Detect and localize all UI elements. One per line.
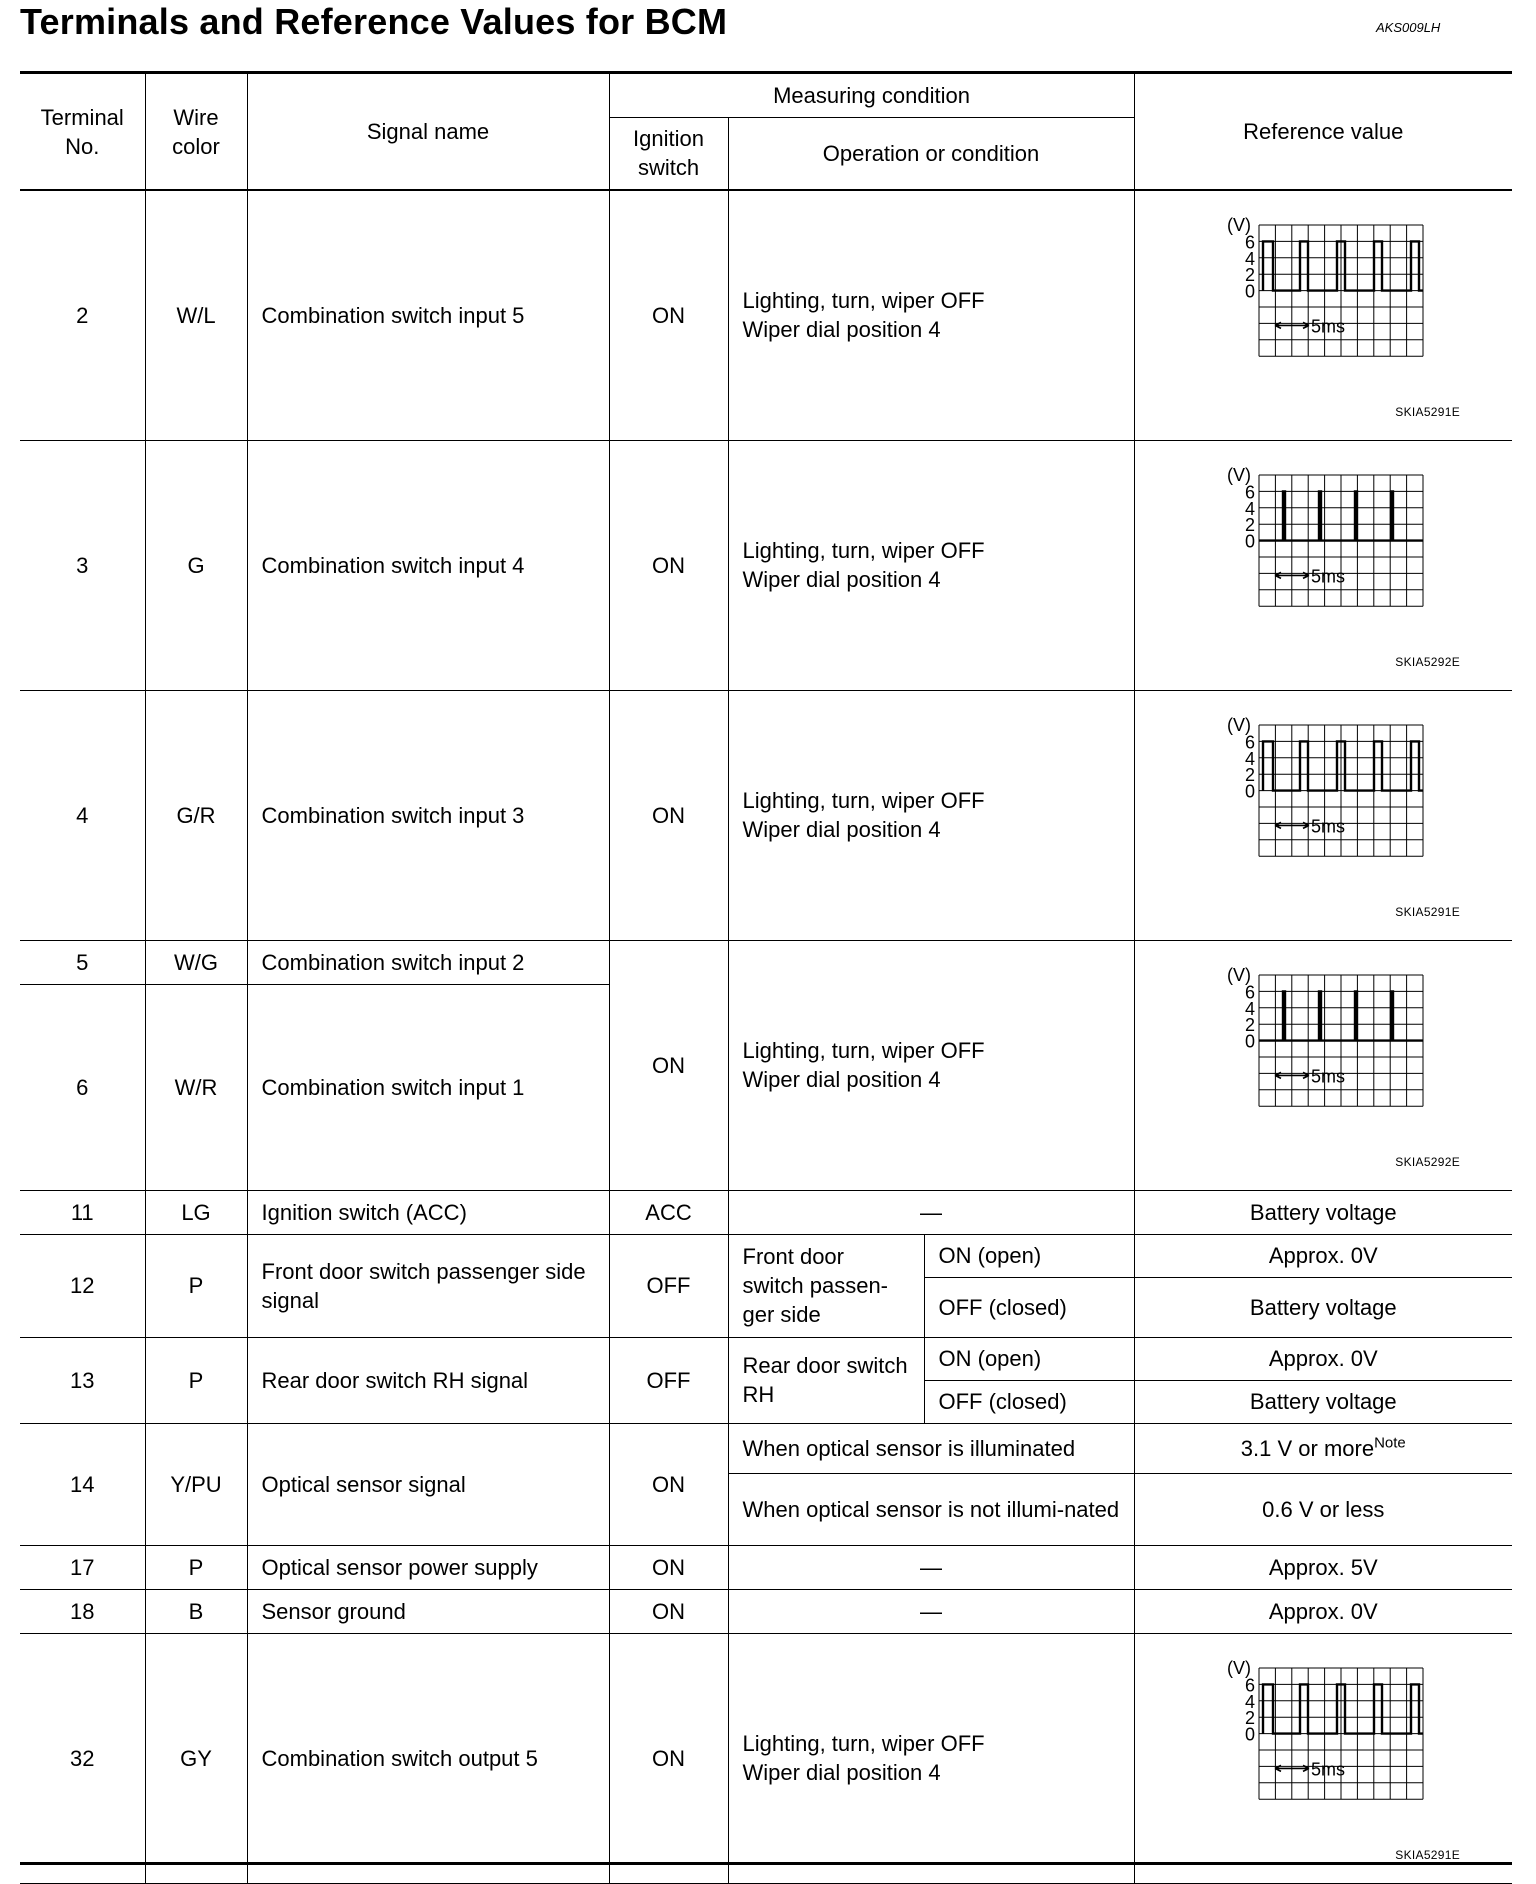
waveform-tick-label: 0 bbox=[1244, 1724, 1255, 1745]
table-row bbox=[20, 1589, 1512, 1633]
reference-value: Battery voltage bbox=[1134, 1380, 1512, 1423]
ignition-switch: ACC bbox=[609, 1190, 728, 1234]
ignition-switch: ON bbox=[609, 690, 728, 940]
terminal-no: 6 bbox=[20, 984, 145, 1190]
table-row bbox=[20, 1190, 1512, 1234]
signal-name: Rear door switch RH signal bbox=[247, 1337, 609, 1423]
table-row bbox=[20, 1337, 1512, 1380]
waveform-time-label: 5ms bbox=[1310, 1759, 1345, 1780]
wire-color: B bbox=[145, 1589, 247, 1633]
signal-name: Front door switch passenger side signal bbox=[247, 1234, 609, 1337]
signal-name: Combination switch input 2 bbox=[247, 940, 609, 984]
waveform-signal bbox=[1263, 1684, 1423, 1733]
wire-color: Y/PU bbox=[145, 1423, 247, 1545]
waveform-tick-label: 0 bbox=[1244, 531, 1255, 552]
ignition-switch: OFF bbox=[609, 1234, 728, 1337]
waveform-tick-label: 2 bbox=[1244, 1708, 1255, 1729]
terminal-no: 13 bbox=[20, 1337, 145, 1423]
signal-name: Ignition switch (ACC) bbox=[247, 1190, 609, 1234]
signal-name: Combination switch input 4 bbox=[247, 440, 609, 690]
reference-value: Battery voltage bbox=[1134, 1190, 1512, 1234]
waveform-tick-label: 6 bbox=[1244, 232, 1255, 253]
wire-color: GY bbox=[145, 1633, 247, 1883]
waveform-graph bbox=[1213, 1656, 1473, 1856]
waveform-tick-label: 2 bbox=[1244, 765, 1255, 786]
wire-color: P bbox=[145, 1234, 247, 1337]
condition-line: Lighting, turn, wiper OFF bbox=[742, 288, 985, 314]
header-ignition-switch: Ignition switch bbox=[609, 117, 728, 190]
waveform-tick-label: 2 bbox=[1244, 1015, 1255, 1036]
waveform-time-label: 5ms bbox=[1310, 566, 1345, 587]
ignition-switch: ON bbox=[609, 190, 728, 440]
operation-condition bbox=[728, 190, 1134, 440]
waveform-signal bbox=[1263, 242, 1423, 291]
waveform-unit-label: (V) bbox=[1226, 215, 1251, 236]
waveform-tick-label: 2 bbox=[1244, 265, 1255, 286]
signal-name: Combination switch input 3 bbox=[247, 690, 609, 940]
waveform-time-label: 5ms bbox=[1310, 1066, 1345, 1087]
table-row bbox=[20, 1633, 1512, 1883]
signal-name: Combination switch input 5 bbox=[247, 190, 609, 440]
terminal-no: 32 bbox=[20, 1633, 145, 1883]
ignition-switch: ON bbox=[609, 940, 728, 1190]
operation-condition bbox=[728, 440, 1134, 690]
header-wire-color: Wire color bbox=[145, 74, 247, 190]
condition-line: Wiper dial position 4 bbox=[742, 817, 941, 842]
reference-value: Approx. 5V bbox=[1134, 1545, 1512, 1589]
header-terminal-no: Terminal No. bbox=[20, 74, 145, 190]
condition-line: Lighting, turn, wiper OFF bbox=[742, 1731, 985, 1756]
signal-name: Optical sensor power supply bbox=[247, 1545, 609, 1589]
waveform-tick-label: 6 bbox=[1244, 982, 1255, 1003]
wire-color: W/L bbox=[145, 190, 247, 440]
condition-line: Wiper dial position 4 bbox=[742, 317, 941, 343]
figure-code: SKIA5292E bbox=[1395, 1155, 1461, 1169]
table-row bbox=[20, 940, 1512, 984]
condition-state: ON (open) bbox=[924, 1337, 1134, 1380]
table-row bbox=[20, 440, 1512, 690]
ignition-switch: ON bbox=[609, 1589, 728, 1633]
terminal-no: 2 bbox=[20, 190, 145, 440]
terminal-no: 17 bbox=[20, 1545, 145, 1589]
header-reference-value: Reference value bbox=[1134, 74, 1512, 190]
condition-subject: Front door switch passen-ger side bbox=[728, 1234, 924, 1337]
figure-code: SKIA5291E bbox=[1395, 1848, 1461, 1862]
waveform-unit-label: (V) bbox=[1226, 465, 1251, 485]
operation-condition: — bbox=[728, 1190, 1134, 1234]
condition-line: Wiper dial position 4 bbox=[742, 1067, 941, 1092]
terminal-no: 14 bbox=[20, 1423, 145, 1545]
waveform-tick-label: 4 bbox=[1244, 249, 1255, 270]
waveform-unit-label: (V) bbox=[1226, 1658, 1251, 1678]
condition-state: ON (open) bbox=[924, 1234, 1134, 1277]
wire-color: W/G bbox=[145, 940, 247, 984]
waveform-tick-label: 2 bbox=[1244, 515, 1255, 536]
wire-color: W/R bbox=[145, 984, 247, 1190]
reference-waveform bbox=[1134, 440, 1512, 690]
condition-line: Lighting, turn, wiper OFF bbox=[742, 1038, 985, 1063]
reference-value: Approx. 0V bbox=[1134, 1234, 1512, 1277]
waveform-tick-label: 6 bbox=[1244, 1675, 1255, 1696]
operation-condition bbox=[728, 690, 1134, 940]
operation-condition: When optical sensor is illuminated bbox=[728, 1423, 1134, 1473]
reference-value: 0.6 V or less bbox=[1134, 1473, 1512, 1545]
ignition-switch: ON bbox=[609, 1633, 728, 1883]
waveform-tick-label: 4 bbox=[1244, 498, 1255, 519]
wire-color: P bbox=[145, 1545, 247, 1589]
reference-waveform bbox=[1134, 690, 1512, 940]
wire-color: G bbox=[145, 440, 247, 690]
condition-line: Lighting, turn, wiper OFF bbox=[742, 538, 985, 563]
ignition-switch: ON bbox=[609, 1545, 728, 1589]
operation-condition: — bbox=[728, 1589, 1134, 1633]
signal-name: Optical sensor signal bbox=[247, 1423, 609, 1545]
operation-condition bbox=[728, 940, 1134, 1190]
condition-line: Wiper dial position 4 bbox=[742, 567, 941, 592]
waveform-tick-label: 4 bbox=[1244, 1691, 1255, 1712]
figure-code: SKIA5291E bbox=[1395, 905, 1461, 919]
waveform-time-label: 5ms bbox=[1310, 316, 1345, 337]
reference-value: Approx. 0V bbox=[1134, 1337, 1512, 1380]
operation-condition: — bbox=[728, 1545, 1134, 1589]
waveform-tick-label: 0 bbox=[1244, 781, 1255, 802]
waveform-time-label: 5ms bbox=[1310, 816, 1345, 837]
bcm-terminal-table bbox=[20, 74, 1512, 1884]
waveform-tick-label: 4 bbox=[1244, 748, 1255, 769]
terminal-no: 4 bbox=[20, 690, 145, 940]
terminal-no: 5 bbox=[20, 940, 145, 984]
ignition-switch: ON bbox=[609, 440, 728, 690]
waveform-graph bbox=[1213, 713, 1473, 913]
condition-line: Wiper dial position 4 bbox=[742, 1760, 941, 1785]
signal-name: Combination switch output 5 bbox=[247, 1633, 609, 1883]
figure-code: SKIA5291E bbox=[1395, 405, 1461, 420]
operation-condition: When optical sensor is not illumi-nated bbox=[728, 1473, 1134, 1545]
ignition-switch: ON bbox=[609, 1423, 728, 1545]
terminal-no: 3 bbox=[20, 440, 145, 690]
table-row bbox=[20, 690, 1512, 940]
condition-line: Lighting, turn, wiper OFF bbox=[742, 788, 985, 813]
document-code: AKS009LH bbox=[1376, 20, 1441, 35]
terminal-no: 18 bbox=[20, 1589, 145, 1633]
table-row bbox=[20, 190, 1512, 440]
terminal-no: 11 bbox=[20, 1190, 145, 1234]
signal-name: Combination switch input 1 bbox=[247, 984, 609, 1190]
waveform-signal bbox=[1263, 741, 1423, 790]
waveform-graph bbox=[1213, 963, 1473, 1163]
terminal-no: 12 bbox=[20, 1234, 145, 1337]
reference-value bbox=[1134, 1423, 1512, 1473]
page-title: Terminals and Reference Values for BCM bbox=[20, 1, 728, 42]
waveform-tick-label: 6 bbox=[1244, 482, 1255, 503]
condition-state: OFF (closed) bbox=[924, 1277, 1134, 1337]
table-row bbox=[20, 1234, 1512, 1277]
note-marker: Note bbox=[1374, 1434, 1406, 1452]
condition-subject: Rear door switch RH bbox=[728, 1337, 924, 1423]
waveform-tick-label: 4 bbox=[1244, 998, 1255, 1019]
ignition-switch: OFF bbox=[609, 1337, 728, 1423]
reference-value-text: 3.1 V or more bbox=[1240, 1435, 1375, 1461]
waveform-tick-label: 0 bbox=[1244, 1031, 1255, 1052]
reference-value: Battery voltage bbox=[1134, 1277, 1512, 1337]
table-row bbox=[20, 1423, 1512, 1473]
figure-code: SKIA5292E bbox=[1395, 655, 1461, 669]
waveform-tick-label: 6 bbox=[1244, 732, 1255, 753]
waveform-unit-label: (V) bbox=[1226, 715, 1251, 735]
waveform-graph bbox=[1213, 463, 1473, 663]
header-operation-or-condition: Operation or condition bbox=[728, 117, 1134, 190]
waveform-graph bbox=[1213, 213, 1473, 413]
reference-value: Approx. 0V bbox=[1134, 1589, 1512, 1633]
header-signal-name: Signal name bbox=[247, 74, 609, 190]
header-measuring-condition: Measuring condition bbox=[609, 74, 1134, 117]
waveform-unit-label: (V) bbox=[1226, 965, 1251, 985]
wire-color: P bbox=[145, 1337, 247, 1423]
reference-waveform bbox=[1134, 1633, 1512, 1883]
table-row bbox=[20, 1545, 1512, 1589]
reference-waveform bbox=[1134, 190, 1512, 440]
bottom-rule bbox=[20, 1862, 1512, 1865]
signal-name: Sensor ground bbox=[247, 1589, 609, 1633]
wire-color: G/R bbox=[145, 690, 247, 940]
waveform-tick-label: 0 bbox=[1244, 281, 1255, 302]
condition-state: OFF (closed) bbox=[924, 1380, 1134, 1423]
wire-color: LG bbox=[145, 1190, 247, 1234]
operation-condition bbox=[728, 1633, 1134, 1883]
reference-waveform bbox=[1134, 940, 1512, 1190]
